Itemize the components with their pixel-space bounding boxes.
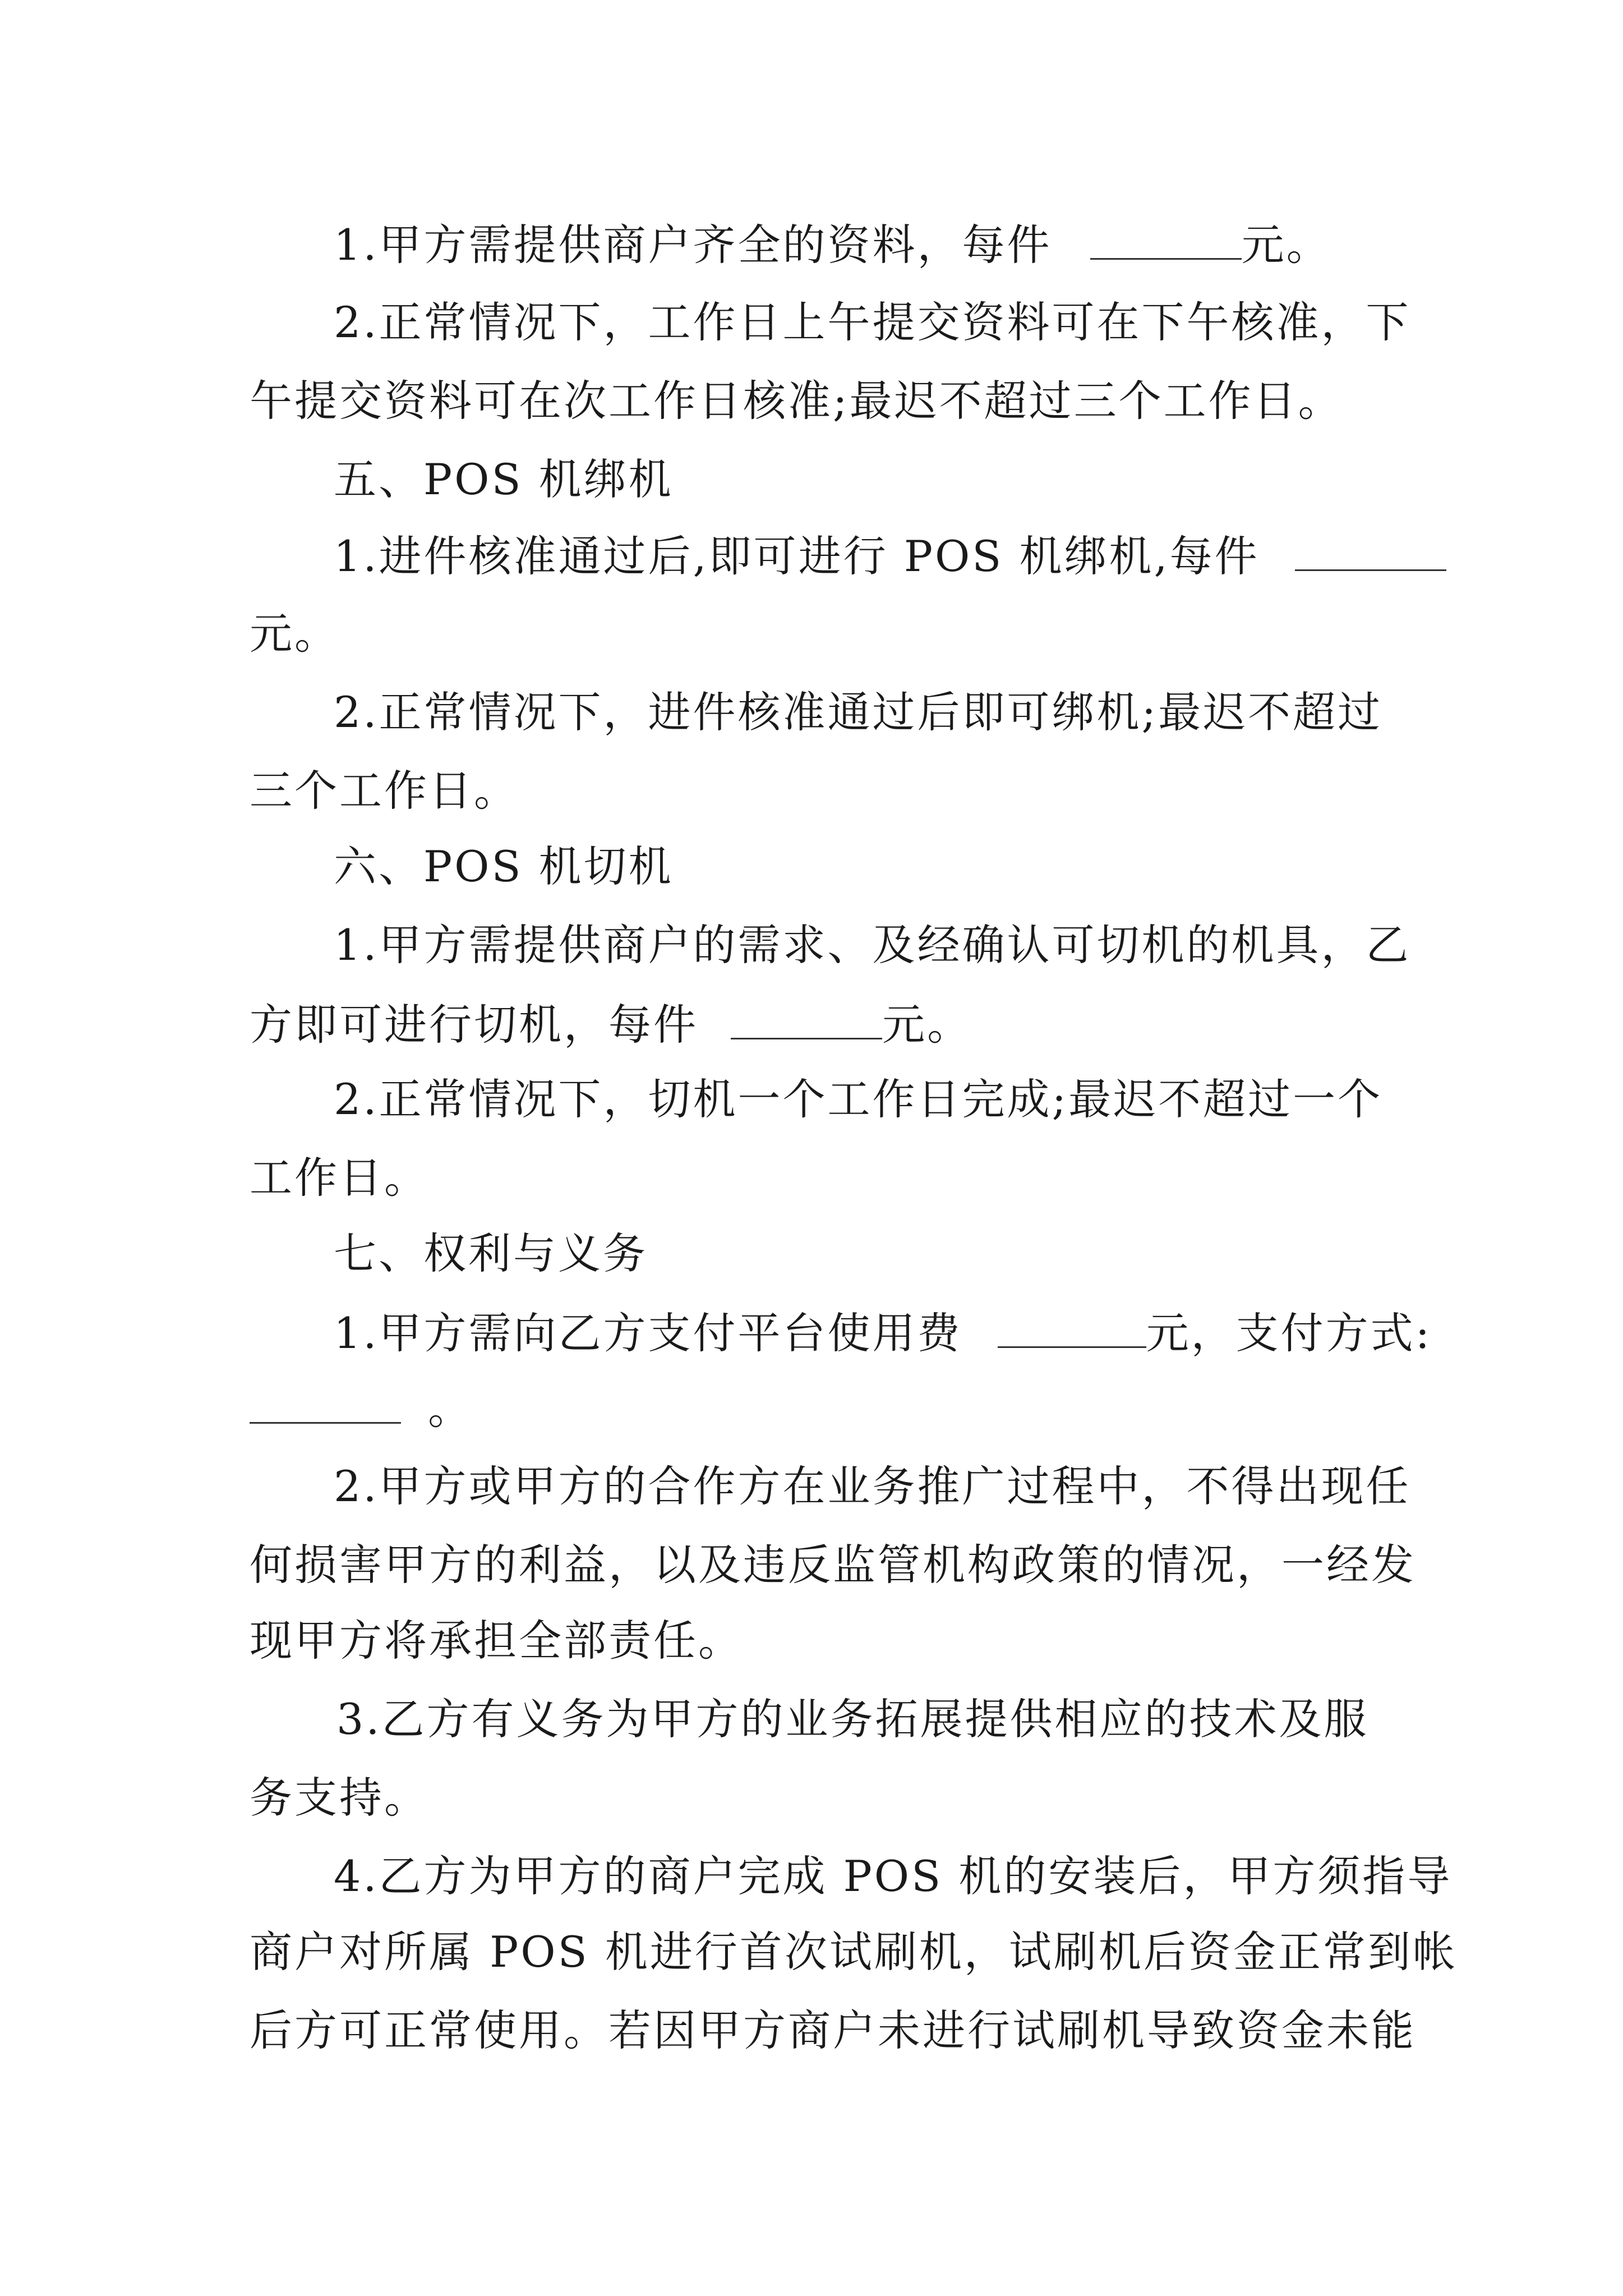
clause-text: 1.甲方需向乙方支付平台使用费 — [334, 1308, 962, 1358]
clause-text-line — [0, 920, 1623, 970]
clause-text-line — [0, 1927, 1623, 1977]
fill-in-blank — [998, 1307, 1146, 1348]
clause-text-line — [0, 1540, 1623, 1590]
clause-text-line — [0, 2005, 1623, 2056]
clause-text: 元。 — [250, 609, 339, 659]
clause-text-line — [0, 1851, 1623, 1902]
fill-in-blank — [1295, 530, 1446, 571]
fill-in-blank — [250, 1383, 401, 1424]
clause-text-line — [0, 1307, 1623, 1358]
clause-text: 后方可正常使用。若因甲方商户未进行试刷机导致资金未能 — [250, 2005, 1416, 2055]
clause-text-line — [0, 297, 1623, 348]
clause-text-line — [0, 609, 1623, 659]
clause-text: 。 — [428, 1384, 473, 1434]
clause-text: 元。 — [1241, 220, 1331, 270]
section-heading — [0, 1228, 1623, 1279]
clause-text: 2.正常情况下，切机一个工作日完成;最迟不超过一个 — [334, 1074, 1383, 1124]
clause-text: 工作日。 — [250, 1153, 429, 1203]
clause-text-line — [0, 1461, 1623, 1512]
clause-text: 商户对所属 POS 机进行首次试刷机，试刷机后资金正常到帐 — [250, 1927, 1458, 1977]
clause-text: 元，支付方式: — [1146, 1308, 1432, 1358]
clause-text-line — [0, 999, 1623, 1049]
clause-text-line — [0, 1383, 1623, 1433]
clause-text: 2.甲方或甲方的合作方在业务推广过程中，不得出现任 — [334, 1461, 1411, 1511]
clause-text: 方即可进行切机，每件 — [250, 1000, 698, 1050]
clause-text: 3.乙方有义务为甲方的业务拓展提供相应的技术及服 — [336, 1694, 1369, 1744]
clause-text-line — [0, 1773, 1623, 1823]
clause-text: 2.正常情况下，进件核准通过后即可绑机;最迟不超过 — [334, 687, 1383, 737]
clause-text: 1.甲方需提供商户齐全的资料，每件 — [334, 220, 1052, 270]
fill-in-blank — [1090, 219, 1242, 260]
section-heading-text: 七、权利与义务 — [334, 1228, 648, 1278]
section-heading-text: 五、POS 机绑机 — [334, 454, 674, 504]
fill-in-blank — [731, 999, 882, 1039]
clause-text: 现甲方将承担全部责任。 — [250, 1616, 743, 1665]
clause-text: 三个工作日。 — [250, 766, 519, 816]
section-heading — [0, 841, 1623, 892]
clause-text: 4.乙方为甲方的商户完成 POS 机的安装后，甲方须指导 — [334, 1851, 1453, 1901]
clause-text-line — [0, 530, 1623, 581]
clause-text: 午提交资料可在次工作日核准;最迟不超过三个工作日。 — [250, 376, 1343, 426]
clause-text-line — [0, 376, 1623, 426]
clause-text: 务支持。 — [250, 1773, 429, 1823]
clause-text: 元。 — [882, 1000, 972, 1050]
clause-text: 何损害甲方的利益，以及违反监管机构政策的情况，一经发 — [250, 1540, 1416, 1590]
clause-text: 1.进件核准通过后,即可进行 POS 机绑机,每件 — [334, 531, 1260, 581]
clause-text: 1.甲方需提供商户的需求、及经确认可切机的机具，乙 — [334, 920, 1411, 970]
section-heading-text: 六、POS 机切机 — [334, 841, 674, 891]
clause-text-line — [0, 219, 1623, 269]
section-heading — [0, 454, 1623, 505]
clause-text-line — [0, 1074, 1623, 1125]
clause-text-line — [0, 1616, 1623, 1666]
clause-text-line — [0, 1153, 1623, 1203]
clause-text: 2.正常情况下，工作日上午提交资料可在下午核准，下 — [334, 297, 1411, 347]
clause-text-line — [0, 687, 1623, 738]
clause-text-line — [0, 766, 1623, 816]
clause-text-line — [0, 1694, 1623, 1745]
